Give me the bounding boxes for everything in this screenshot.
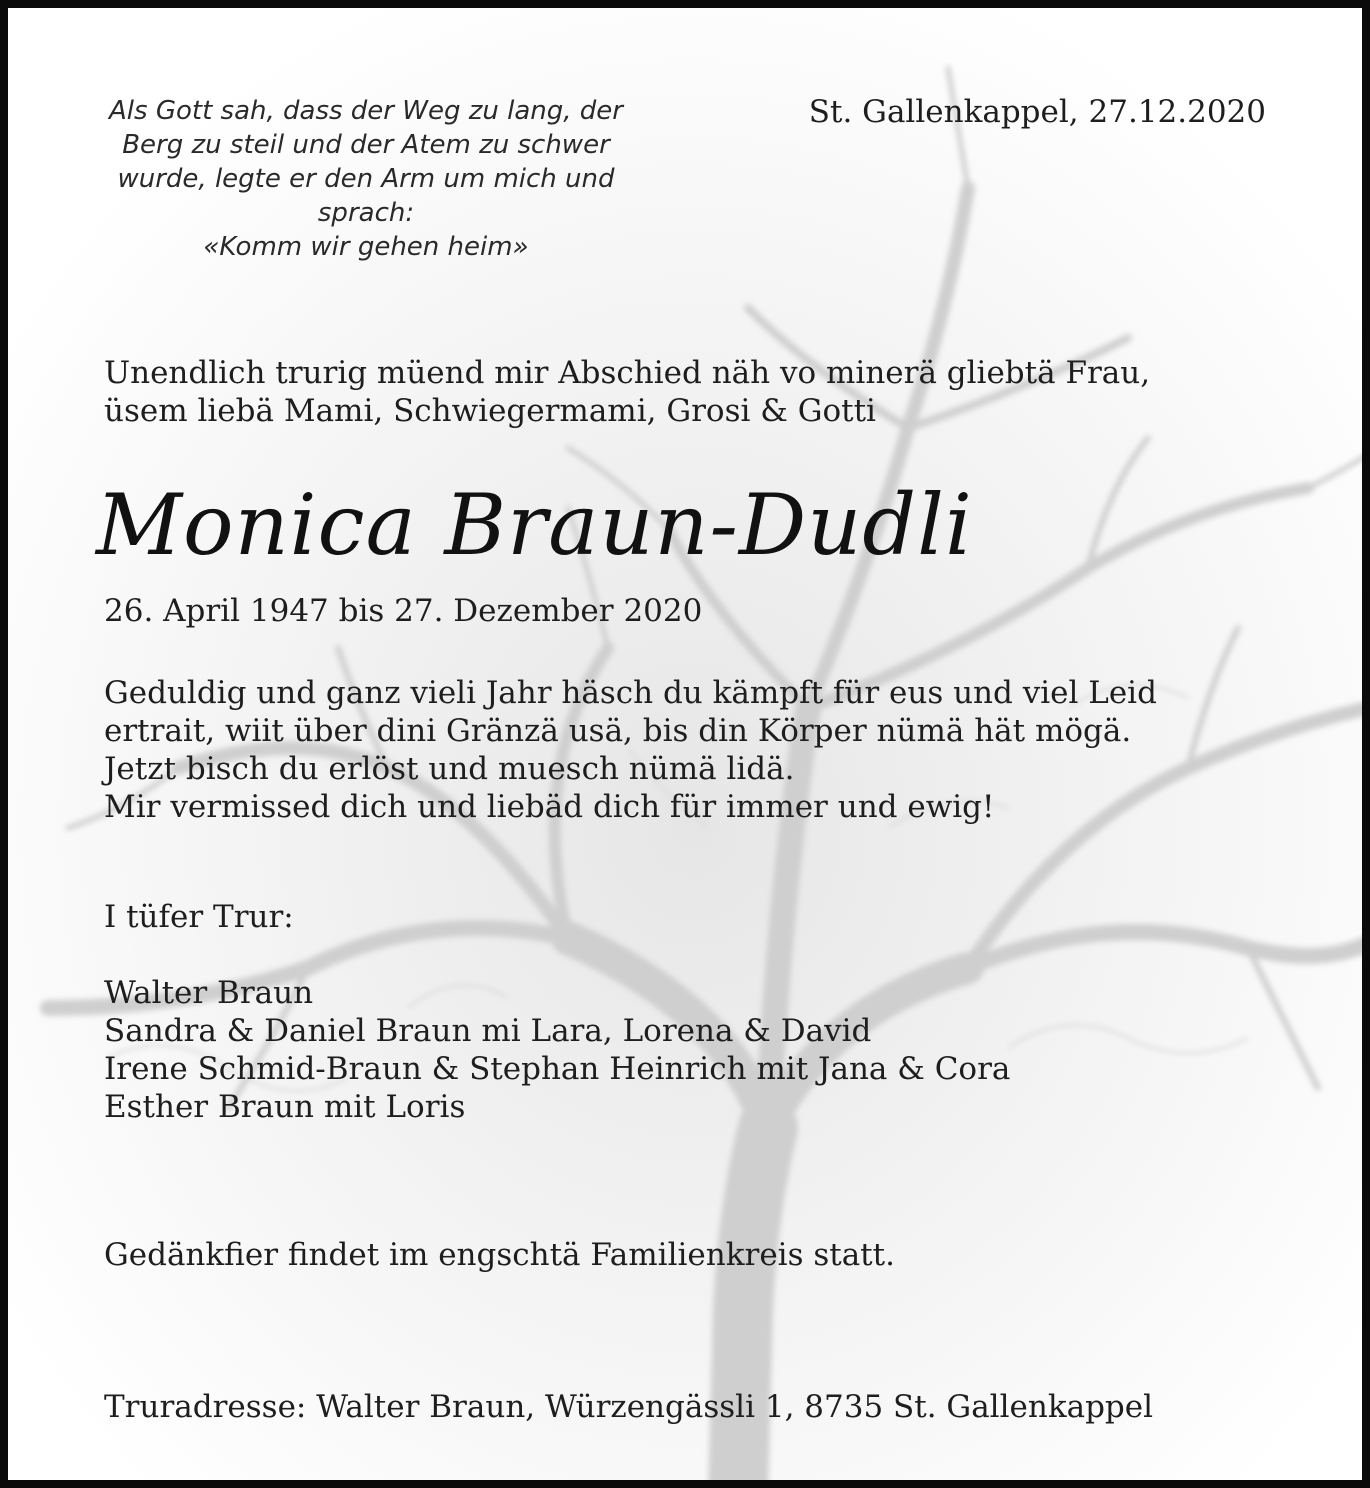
poem-line: Als Gott sah, dass der Weg zu lang, der: [109, 96, 623, 126]
deceased-name: Monica Braun-Dudli: [96, 476, 973, 574]
message-line: Jetzt bisch du erlöst und muesch nümä lidä.: [104, 751, 795, 787]
message-line: ertrait, wiit über dini Gränzä usä, bis din Körper nümä hät mögä.: [104, 713, 1132, 749]
poem-line: Berg zu steil und der Atem zu schwer: [122, 130, 610, 160]
poem-line: «Komm wir gehen heim»: [203, 232, 529, 262]
intro-line: üsem liebä Mami, Schwiegermami, Grosi & Gotti: [104, 393, 876, 429]
farewell-message: [104, 674, 1157, 826]
family-member: Esther Braun mit Loris: [104, 1089, 466, 1125]
place-and-date: St. Gallenkappel, 27.12.2020: [808, 94, 1266, 130]
life-dates: 26. April 1947 bis 27. Dezember 2020: [104, 593, 703, 629]
family-member: Sandra & Daniel Braun mi Lara, Lorena & David: [104, 1013, 872, 1049]
message-line: Mir vermissed dich und liebäd dich für immer und ewig!: [104, 789, 995, 825]
poem-line: sprach:: [317, 198, 415, 228]
poem-quote: [86, 94, 646, 264]
family-member: Irene Schmid-Braun & Stephan Heinrich mit Jana & Cora: [104, 1051, 1011, 1087]
intro-text: [104, 354, 1150, 430]
family-member: Walter Braun: [104, 975, 314, 1011]
intro-line: Unendlich trurig müend mir Abschied näh vo minerä gliebtä Frau,: [104, 355, 1151, 391]
family-list: [104, 974, 1010, 1126]
message-line: Geduldig und ganz vieli Jahr häsch du kämpft für eus und viel Leid: [104, 675, 1157, 711]
ceremony-note: Gedänkfier findet im engschtä Familienkreis statt.: [104, 1237, 895, 1273]
mourning-label: I tüfer Trur:: [104, 899, 294, 935]
poem-line: wurde, legte er den Arm um mich und: [117, 164, 615, 194]
mourning-address: Truradresse: Walter Braun, Würzengässli 1, 8735 St. Gallenkappel: [104, 1389, 1154, 1425]
